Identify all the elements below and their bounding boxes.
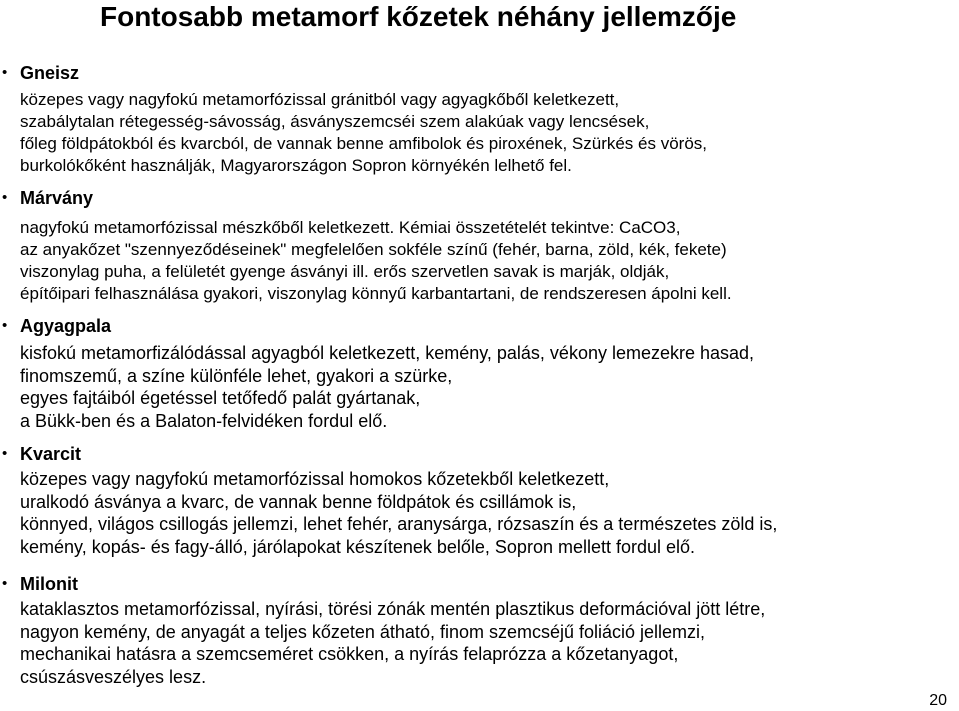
text-line: csúszásveszélyes lesz. [20, 666, 207, 687]
section-body [20, 217, 950, 305]
section-body [20, 598, 950, 688]
text-line: viszonylag puha, a felületét gyenge ásványi ill. erős szervetlen savak is marják, oldják, [20, 262, 670, 281]
bullet: • [2, 189, 8, 206]
text-line: kemény, kopás- és fagy-álló, járólapokat készítenek belőle, Sopron mellett fordul elő. [20, 536, 696, 557]
text-line: nagyon kemény, de anyagát a teljes kőzeten átható, finom szemcséjű foliáció jellemzi, [20, 621, 706, 642]
section-body [20, 342, 950, 432]
text-line: közepes vagy nagyfokú metamorfózissal homokos kőzetekből keletkezett, [20, 469, 610, 489]
bullet: • [2, 64, 8, 81]
text-line: mechanikai hatásra a szemcseméret csökken, a nyírás felaprózza a kőzetanyagot, [20, 644, 679, 664]
page-number: 20 [929, 692, 947, 709]
text-line: közepes vagy nagyfokú metamorfózissal gránitból vagy agyagkőből keletkezett, [20, 90, 620, 109]
section-body [20, 89, 950, 177]
text-line: építőipari felhasználása gyakori, viszonylag könnyű karbantartani, de rendszeresen ápolni kell. [20, 284, 732, 303]
section-heading: Kvarcit [20, 444, 82, 464]
text-line: kataklasztos metamorfózissal, nyírási, törési zónák mentén plasztikus deformációval jött létre, [20, 599, 766, 619]
bullet: • [2, 445, 8, 462]
section-heading: Gneisz [20, 63, 80, 83]
slide-title: Fontosabb metamorf kőzetek néhány jellemzője [100, 1, 737, 32]
bullet: • [2, 575, 8, 592]
text-line: a Bükk-ben és a Balaton-felvidéken fordul elő. [20, 410, 388, 431]
text-line: uralkodó ásványa a kvarc, de vannak benne földpátok és csillámok is, [20, 491, 577, 512]
bullet: • [2, 317, 8, 334]
section-body [20, 468, 950, 558]
text-line: kisfokú metamorfizálódással agyagból keletkezett, kemény, palás, vékony lemezekre hasad, [20, 343, 755, 363]
text-line: szabálytalan rétegesség-sávosság, ásványszemcséi szem alakúak vagy lencsések, [20, 112, 650, 131]
text-line: burkolókőként használják, Magyarországon Sopron környékén lelhető fel. [20, 156, 572, 175]
section-heading: Márvány [20, 188, 94, 208]
text-line: finomszemű, a színe különféle lehet, gyakori a szürke, [20, 365, 453, 386]
section-heading: Agyagpala [20, 316, 112, 336]
text-line: főleg földpátokból és kvarcból, de vannak benne amfibolok és piroxének, Szürkés és vörös, [20, 134, 708, 153]
text-line: könnyed, világos csillogás jellemzi, lehet fehér, aranysárga, rózsaszín és a természetes zöld is, [20, 514, 778, 534]
text-line: nagyfokú metamorfózissal mészkőből keletkezett. Kémiai összetételét tekintve: CaCO3, [20, 218, 681, 237]
text-line: egyes fajtáiból égetéssel tetőfedő palát gyártanak, [20, 388, 421, 408]
section-heading: Milonit [20, 574, 78, 594]
text-line: az anyakőzet "szennyeződéseinek" megfelelően sokféle színű (fehér, barna, zöld, kék, fekete) [20, 240, 727, 259]
